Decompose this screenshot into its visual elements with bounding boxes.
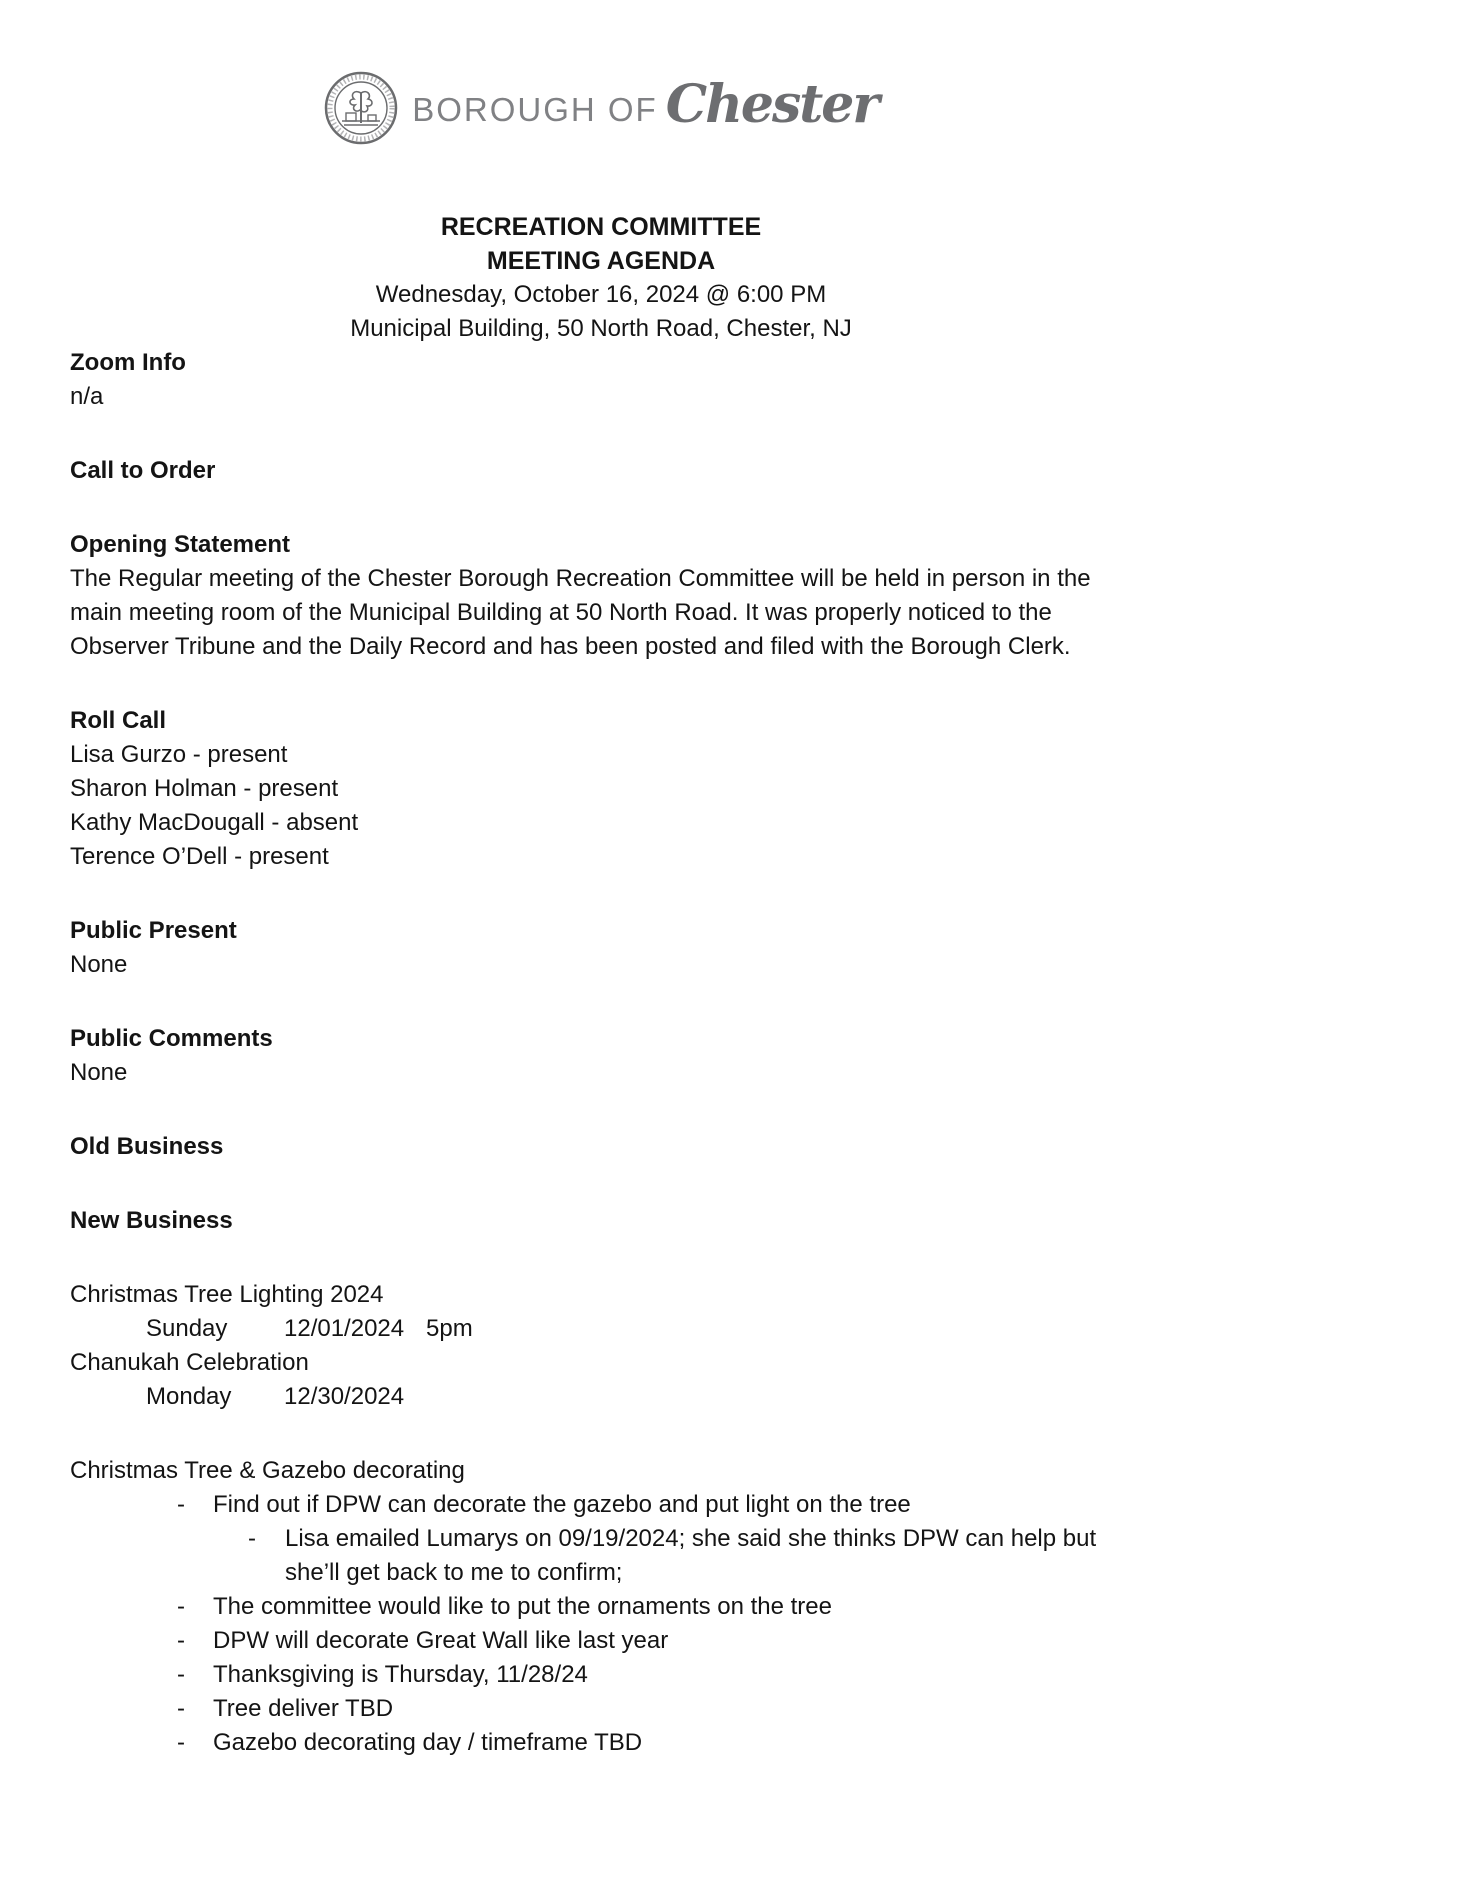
section-heading-zoom-info: Zoom Info [70,349,186,376]
logo-borough-text: BOROUGH OF [412,91,658,128]
section-heading-old-business: Old Business [70,1133,224,1160]
borough-logo [70,70,1132,146]
roll-call-member: Terence O’Dell - present [70,843,329,870]
page-title: RECREATION COMMITTEE [440,213,762,241]
section-heading-roll-call: Roll Call [70,707,167,734]
event-schedule [70,1380,1132,1414]
roll-call-member: Kathy MacDougall - absent [70,809,359,836]
meeting-datetime: Wednesday, October 16, 2024 @ 6:00 PM [375,281,827,308]
event-schedule [70,1312,1132,1346]
logo-chester-script: Chester [665,74,878,135]
event-title: Christmas Tree Lighting 2024 [70,1281,384,1308]
agenda-header [70,210,1132,346]
section-heading-public-comments: Public Comments [70,1025,273,1052]
decorating-heading: Christmas Tree & Gazebo decorating [70,1457,465,1484]
decorating-item: - Tree deliver TBD [70,1692,1132,1726]
event-date: 12/01/2024 [284,1315,405,1342]
roll-call-member: Lisa Gurzo - present [70,741,288,768]
decorating-item: - Find out if DPW can decorate the gazebo and put light on the tree [70,1488,1132,1522]
section-heading-call-to-order: Call to Order [70,457,216,484]
event-time: 5pm [426,1315,473,1342]
opening-statement-text: The Regular meeting of the Chester Borough Recreation Committee will be held in person in the main meeting room of the Municipal Building at 50 North Road. It was properly noticed to the Observer Tribune and the Daily Record and has been posted and filed with the Borough Clerk. [70,565,1091,660]
event-day: Sunday [146,1315,228,1342]
event-date: 12/30/2024 [284,1383,405,1410]
decorating-item: - Gazebo decorating day / timeframe TBD [70,1726,1132,1760]
public-present-value: None [70,951,128,978]
decorating-subitem: - Lisa emailed Lumarys on 09/19/2024; she said she thinks DPW can help but she’ll get back to me to confirm; [70,1522,1132,1590]
roll-call-member: Sharon Holman - present [70,775,339,802]
event-day: Monday [146,1383,232,1410]
zoom-info-value: n/a [70,383,104,410]
event-title: Chanukah Celebration [70,1349,309,1376]
agenda-subtitle: MEETING AGENDA [486,247,716,275]
section-heading-new-business: New Business [70,1207,233,1234]
section-heading-public-present: Public Present [70,917,237,944]
decorating-item: - DPW will decorate Great Wall like last year [70,1624,1132,1658]
section-heading-opening-statement: Opening Statement [70,531,291,558]
public-comments-value: None [70,1059,128,1086]
decorating-item: - The committee would like to put the ornaments on the tree [70,1590,1132,1624]
meeting-location: Municipal Building, 50 North Road, Chester, NJ [350,315,852,342]
borough-seal-icon [324,71,398,145]
decorating-item: - Thanksgiving is Thursday, 11/28/24 [70,1658,1132,1692]
